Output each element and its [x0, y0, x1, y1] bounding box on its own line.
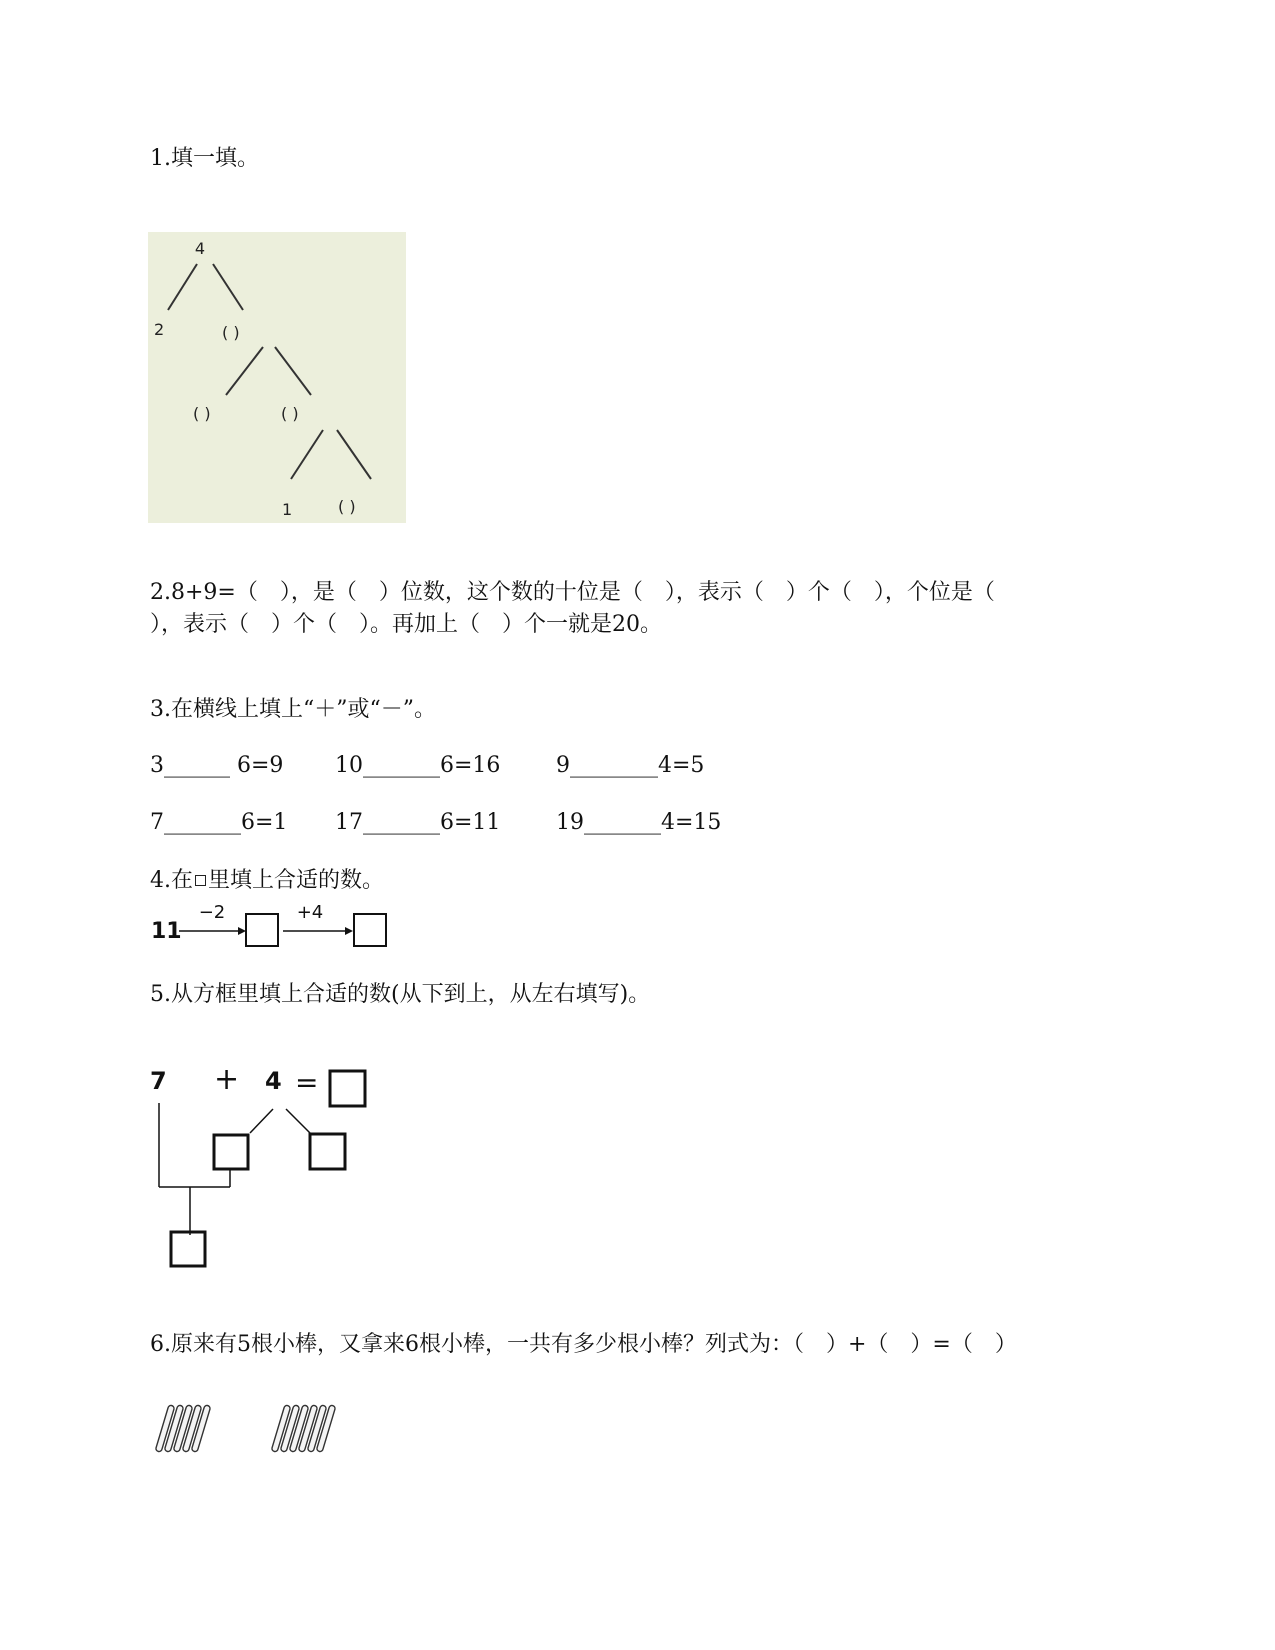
q4-chain	[150, 898, 390, 948]
q3-title: 3.在横线上填上“＋”或“－”。	[150, 697, 436, 722]
tree-blank: ( )	[338, 497, 356, 516]
q5-a: 7	[150, 1067, 167, 1095]
sticks-figure	[150, 1400, 370, 1460]
q5-title: 5.从方框里填上合适的数(从下到上，从左右填写)。	[150, 982, 651, 1007]
answer-box	[246, 914, 278, 946]
sticks-drawing	[150, 1400, 370, 1460]
answer-box	[310, 1134, 345, 1169]
answer-box	[214, 1135, 248, 1169]
q4-op2: +4	[296, 902, 324, 923]
q5-diagram	[150, 1065, 380, 1270]
tree-bottom-left: 1	[282, 500, 293, 519]
q5-b: 4	[265, 1067, 282, 1095]
tree-blank: ( )	[222, 323, 240, 342]
q4-op1: −2	[198, 902, 226, 923]
q1-title: 1.填一填。	[150, 146, 259, 171]
q3-eq: 17_______6=11	[335, 810, 501, 835]
answer-box	[171, 1232, 205, 1266]
answer-box	[354, 914, 386, 946]
q5-plus: +	[214, 1065, 240, 1097]
q2-line2: ），表示（ ）个（ ）。再加上（ ）个一就是20。	[150, 612, 662, 637]
tree-diagram	[148, 232, 406, 523]
answer-box	[330, 1071, 365, 1106]
tree-left-leaf: 2	[154, 320, 165, 339]
q2-line1: 2.8+9=（ ），是（ ）位数，这个数的十位是（ ），表示（ ）个（ ），个位是（	[150, 580, 995, 605]
arrow-icon	[238, 927, 246, 935]
q4-title-before: 4.在	[150, 868, 193, 893]
tree-blank: ( )	[281, 404, 299, 423]
stick-bundle-1	[156, 1405, 210, 1451]
q5-equals: =	[295, 1066, 319, 1099]
q3-eq: 7_______6=1	[150, 810, 288, 835]
q3-eq: 3______ 6=9	[150, 753, 284, 778]
tree-root: 4	[194, 239, 206, 258]
box-icon	[195, 875, 206, 886]
q4-start: 11	[151, 919, 182, 944]
q3-eq: 19_______4=15	[556, 810, 722, 835]
q3-eq: 9________4=5	[556, 753, 705, 778]
arrow-icon	[345, 927, 353, 935]
stick-bundle-2	[272, 1405, 335, 1451]
q6-title: 6.原来有5根小棒，又拿来6根小棒，一共有多少根小棒？列式为：（ ）+（ ）=（ ）	[150, 1332, 1017, 1357]
q4-title	[150, 868, 384, 894]
q3-eq: 10_______6=16	[335, 753, 501, 778]
q4-chain-figure	[150, 898, 390, 948]
q4-title-after: 里填上合适的数。	[208, 868, 385, 893]
number-tree-figure	[148, 232, 406, 523]
q5-decomposition-figure	[150, 1065, 380, 1270]
tree-blank: ( )	[193, 404, 211, 423]
